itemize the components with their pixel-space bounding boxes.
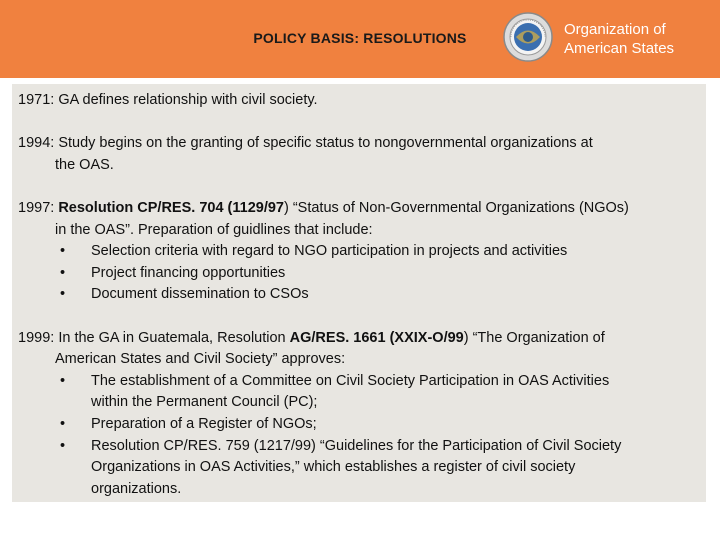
bullet-text: within the Permanent Council (PC); — [91, 394, 318, 411]
entry-year: 1994 — [18, 135, 51, 152]
entry-1999 — [18, 328, 708, 501]
bullet-icon: • — [60, 243, 66, 260]
bullet-item-continuation — [18, 457, 708, 479]
header-banner — [0, 0, 720, 78]
bullet-icon: • — [60, 372, 66, 389]
entry-text: : GA defines relationship with civil society. — [50, 92, 318, 108]
entry-text-2: ) “The Organization of — [463, 329, 605, 346]
bullet-item — [18, 436, 708, 458]
entry-continuation: in the OAS”. Preparation of guidlines that include: — [55, 221, 373, 238]
entry-text: : Study begins on the granting of specific status to nongovernmental organizations at — [50, 135, 593, 152]
bullet-icon: • — [60, 286, 66, 303]
bullet-text: organizations. — [91, 480, 182, 497]
entry-text: ) “Status of Non-Governmental Organizations (NGOs) — [283, 199, 629, 216]
bullet-icon: • — [60, 415, 66, 432]
resolution-ref: AG/RES. 1661 (XXIX-O/99 — [289, 329, 464, 346]
entry-year: 1997 — [18, 199, 51, 216]
bullet-item — [18, 241, 708, 263]
bullet-item-continuation — [18, 392, 708, 414]
page-title: POLICY BASIS: RESOLUTIONS — [253, 30, 467, 46]
resolutions-list — [18, 90, 708, 522]
entry-continuation: the OAS. — [55, 156, 114, 173]
bullet-item — [18, 263, 708, 285]
entry-1997 — [18, 198, 708, 306]
bullet-text: Project financing opportunities — [91, 264, 286, 281]
bullet-item — [18, 371, 708, 393]
entry-separator: : — [50, 199, 59, 216]
bullet-item-continuation — [18, 479, 708, 501]
entry-year: 1971 — [18, 92, 51, 108]
bullet-text: Preparation of a Register of NGOs; — [91, 415, 317, 432]
bullet-icon: • — [60, 437, 66, 454]
bullet-text: Organizations in OAS Activities,” which establishes a register of civil society — [91, 459, 576, 476]
brand-line-2: American States — [564, 40, 675, 57]
bullet-text: The establishment of a Committee on Civil Society Participation in OAS Activities — [91, 372, 610, 389]
entry-continuation: American States and Civil Society” approves: — [55, 351, 346, 368]
entry-1971 — [18, 90, 708, 112]
entry-1994 — [18, 133, 708, 176]
brand-line-1: Organization of — [564, 21, 666, 38]
entry-year: 1999 — [18, 329, 51, 346]
bullet-icon: • — [60, 264, 66, 281]
bullet-item — [18, 284, 708, 306]
bullet-text: Selection criteria with regard to NGO participation in projects and activities — [91, 243, 568, 260]
bullet-text: Resolution CP/RES. 759 (1217/99) “Guidelines for the Participation of Civil Society — [91, 437, 622, 454]
oas-seal-logo — [503, 12, 553, 62]
entry-text: : In the GA in Guatemala, Resolution — [50, 329, 290, 346]
brand-name — [564, 20, 674, 58]
bullet-text: Document dissemination to CSOs — [91, 286, 309, 303]
resolution-ref: Resolution CP/RES. 704 (1129/97 — [58, 199, 284, 216]
bullet-item — [18, 414, 708, 436]
